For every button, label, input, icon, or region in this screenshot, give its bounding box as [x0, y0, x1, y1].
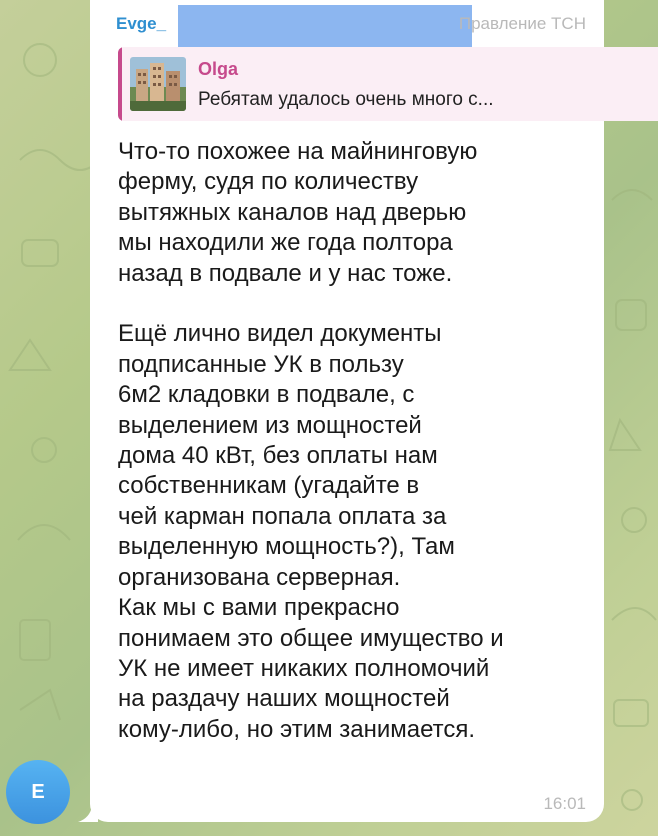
- reply-author-name: Olga: [198, 59, 239, 79]
- message-time: 16:01: [543, 794, 586, 813]
- admin-label: Правление ТСН: [458, 14, 586, 33]
- reply-quote[interactable]: [118, 47, 658, 121]
- reply-thumbnail: [130, 57, 186, 111]
- reply-preview-text: Ребятам удалось очень много с...: [198, 89, 494, 110]
- message-bubble[interactable]: [90, 0, 604, 822]
- sender-avatar[interactable]: [6, 760, 70, 824]
- sender-name[interactable]: Evge_: [116, 14, 167, 33]
- reply-accent-bar: [118, 47, 122, 121]
- message-text: Что-то похожее на майнинговую ферму, судя по количеству вытяжных каналов над дверью мы находили же года полтора назад в подвале и у нас тоже. Ещё лично видел документы подписанные УК в пользу 6м2 кладовки в подвале, с выделением из мощностей дома 40 кВт, без оплаты нам собственникам (угадайте в чей карман попала оплата за выделенную мощность?), Там организована серверная. Как мы с вами прекрасно понимаем это общее имущество и УК не имеет никаких полномочий на раздачу наших мощностей кому-либо, но этим занимается.: [118, 138, 504, 743]
- avatar-initial: E: [31, 780, 45, 803]
